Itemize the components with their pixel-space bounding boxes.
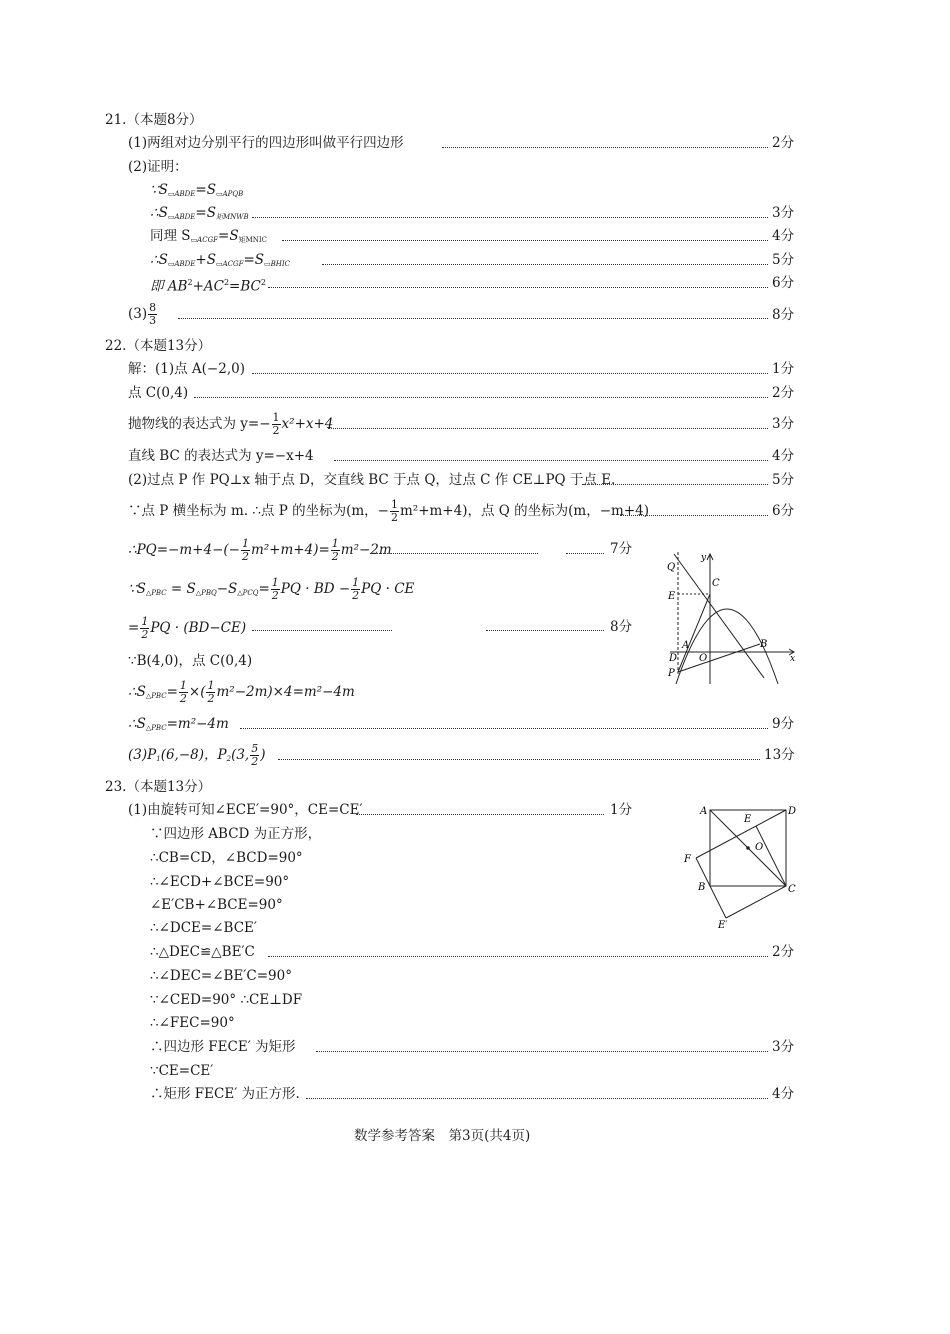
label-a: A <box>682 640 690 651</box>
q23-step2: ∵四边形 ABCD 为正方形， <box>150 826 322 842</box>
score-label: 7分 <box>610 541 633 557</box>
label-a: A <box>700 806 708 817</box>
q22-title: 22.（本题13分） <box>105 338 212 354</box>
label-x: x <box>790 654 796 664</box>
score-label: 3分 <box>772 1039 795 1055</box>
line-ce <box>756 826 786 886</box>
q21-proof-line4: $\therefore S_{▭ABDE}+S_{▭ACGF}=S_{▭BHIC}$ <box>150 252 290 268</box>
fraction: $\frac{8}{3}$ <box>149 301 157 327</box>
label-d: D <box>788 806 797 817</box>
q22-step13: $(3)P_1(6,-8)$，$P_2(3$, $\frac{5}{2}$ ) <box>128 742 266 768</box>
q22-step2: 点 C(0,4) <box>128 385 189 401</box>
leader-dots <box>356 814 604 815</box>
label-e: E <box>744 814 752 825</box>
q23-step12: ∵CE=CE′ <box>150 1063 214 1079</box>
label-y: y <box>701 553 707 563</box>
label-f: F <box>684 854 691 865</box>
score-label: 2分 <box>772 135 795 151</box>
q23-step13: ∴矩形 FECE′ 为正方形. <box>150 1086 300 1102</box>
label-e-prime: E′ <box>718 920 728 930</box>
score-label: 4分 <box>772 228 795 244</box>
leader-dots <box>268 956 768 957</box>
q23-step1: (1)由旋转可知∠ECE′=90°，CE=CE′ <box>128 802 363 818</box>
label-c: C <box>788 884 796 895</box>
q22-step1: 解：(1)点 A(−2,0) <box>128 361 245 377</box>
score-label: 6分 <box>772 275 795 291</box>
leader-dots <box>278 759 760 760</box>
leader-dots <box>306 1098 768 1099</box>
score-label: 4分 <box>772 1086 795 1102</box>
q22-step9: = $\frac{1}{2}$ PQ · (BD−CE) <box>128 615 247 641</box>
leader-dots <box>252 373 768 374</box>
leader-dots <box>486 630 604 631</box>
score-label: 13分 <box>764 747 795 763</box>
score-label: 3分 <box>772 205 795 221</box>
label-e: E <box>668 591 676 602</box>
q23-step6: ∴∠DCE=∠BCE′ <box>150 920 257 936</box>
label-b: B <box>698 882 706 893</box>
q22-step6: ∵点 P 横坐标为 m. ∴点 P 的坐标为(m，− $\frac{1}{2}$ m²+m+4)，点 Q 的坐标为(m，−m+4) <box>128 498 649 524</box>
score-label: 4分 <box>772 448 795 464</box>
score-label: 8分 <box>610 619 633 635</box>
square-figure <box>676 800 802 930</box>
q23-title: 23.（本题13分） <box>105 779 212 795</box>
leader-dots <box>252 630 392 631</box>
q21-proof-line2: $\therefore S_{▭ABDE}=S_{矩MNWB}$ <box>150 205 249 221</box>
q21-part1: (1)两组对边分别平行的四边形叫做平行四边形 <box>128 135 404 151</box>
page-footer: 数学参考答案 第3页(共4页) <box>354 1128 531 1144</box>
leader-dots <box>582 484 768 485</box>
leader-dots <box>252 217 768 218</box>
q22-step5: (2)过点 P 作 PQ⊥x 轴于点 D，交直线 BC 于点 Q，过点 C 作 CE⊥PQ 于点 E. <box>128 472 616 488</box>
line-bc <box>674 554 764 678</box>
q21-proof-line5: 即 $AB^2+AC^2=BC^2$ <box>150 278 266 295</box>
score-label: 1分 <box>610 802 633 818</box>
leader-dots <box>282 240 768 241</box>
leader-dots <box>194 397 768 398</box>
q22-step11: $\therefore S_{\triangle PBC}=$ $\frac{1}{2}$ ×( $\frac{1}{2}$ m²−2m)×4=m²−4m <box>128 679 355 705</box>
q21-title: 21.（本题8分） <box>105 112 203 128</box>
q22-step3: 抛物线的表达式为 y=− $\frac{1}{2}$ x²+x+4 <box>128 411 334 437</box>
q23-step5: ∠E′CB+∠BCE=90° <box>150 897 283 913</box>
leader-dots <box>328 428 768 429</box>
leader-dots <box>316 1051 768 1052</box>
leader-dots <box>620 515 768 516</box>
label-d: D <box>669 653 678 664</box>
q22-step10: ∵B(4,0)，点 C(0,4) <box>128 653 253 669</box>
score-label: 2分 <box>772 944 795 960</box>
q21-proof-line1: $\because S_{▭ABDE}=S_{▭APQB}$ <box>150 182 244 198</box>
label-q: Q <box>667 562 676 573</box>
q23-step11: ∴四边形 FECE′ 为矩形 <box>150 1039 296 1055</box>
parabola-figure <box>664 548 804 688</box>
score-label: 9分 <box>772 716 795 732</box>
q21-part2: (2)证明： <box>128 159 188 175</box>
score-label: 8分 <box>772 307 795 323</box>
q23-step4: ∴∠ECD+∠BCE=90° <box>150 874 290 890</box>
leader-dots <box>322 264 768 265</box>
leader-dots <box>268 287 768 288</box>
q22-step8: $\because S_{\triangle PBC} = S_{\triangle PBQ}-S_{\triangle PCQ}=$ $\frac{1}{2}$ PQ · BD − $\frac{1}{2}$ PQ · CE <box>128 576 415 602</box>
label-o: O <box>699 653 708 664</box>
score-label: 6分 <box>772 503 795 519</box>
q22-step12: $\therefore S_{\triangle PBC}=m^2-4m$ <box>128 716 229 732</box>
q21-proof-line3: 同理 $S_{▭ACGF}=S_{矩MNIC}$ <box>150 228 268 244</box>
line-e2c <box>726 886 786 918</box>
center-o <box>746 846 750 850</box>
label-b: B <box>760 639 768 650</box>
score-label: 5分 <box>772 252 795 268</box>
q23-step10: ∴∠FEC=90° <box>150 1015 235 1031</box>
q22-step7: ∴PQ=−m+4−(− $\frac{1}{2}$ m²+m+4)= $\frac{1}{2}$ m²−2m <box>128 537 392 563</box>
score-label: 2分 <box>772 385 795 401</box>
label-p: P <box>668 668 675 679</box>
leader-dots <box>240 728 768 729</box>
q23-step7: ∴△DEC≌△BE′C <box>150 944 255 960</box>
q22-step4: 直线 BC 的表达式为 y=−x+4 <box>128 448 314 464</box>
leader-dots <box>370 553 538 554</box>
leader-dots <box>566 553 604 554</box>
leader-dots <box>442 147 768 148</box>
label-o: O <box>755 842 764 853</box>
score-label: 3分 <box>772 416 795 432</box>
score-label: 5分 <box>772 472 795 488</box>
leader-dots <box>178 318 768 319</box>
leader-dots <box>334 460 768 461</box>
score-label: 1分 <box>772 361 795 377</box>
q23-step8: ∴∠DEC=∠BE′C=90° <box>150 968 292 984</box>
q23-step3: ∴CB=CD，∠BCD=90° <box>150 850 303 866</box>
q21-part3: (3) $\frac{8}{3}$ <box>128 301 157 327</box>
q23-step9: ∵∠CED=90° ∴CE⊥DF <box>150 992 303 1008</box>
label-c: C <box>712 578 720 589</box>
